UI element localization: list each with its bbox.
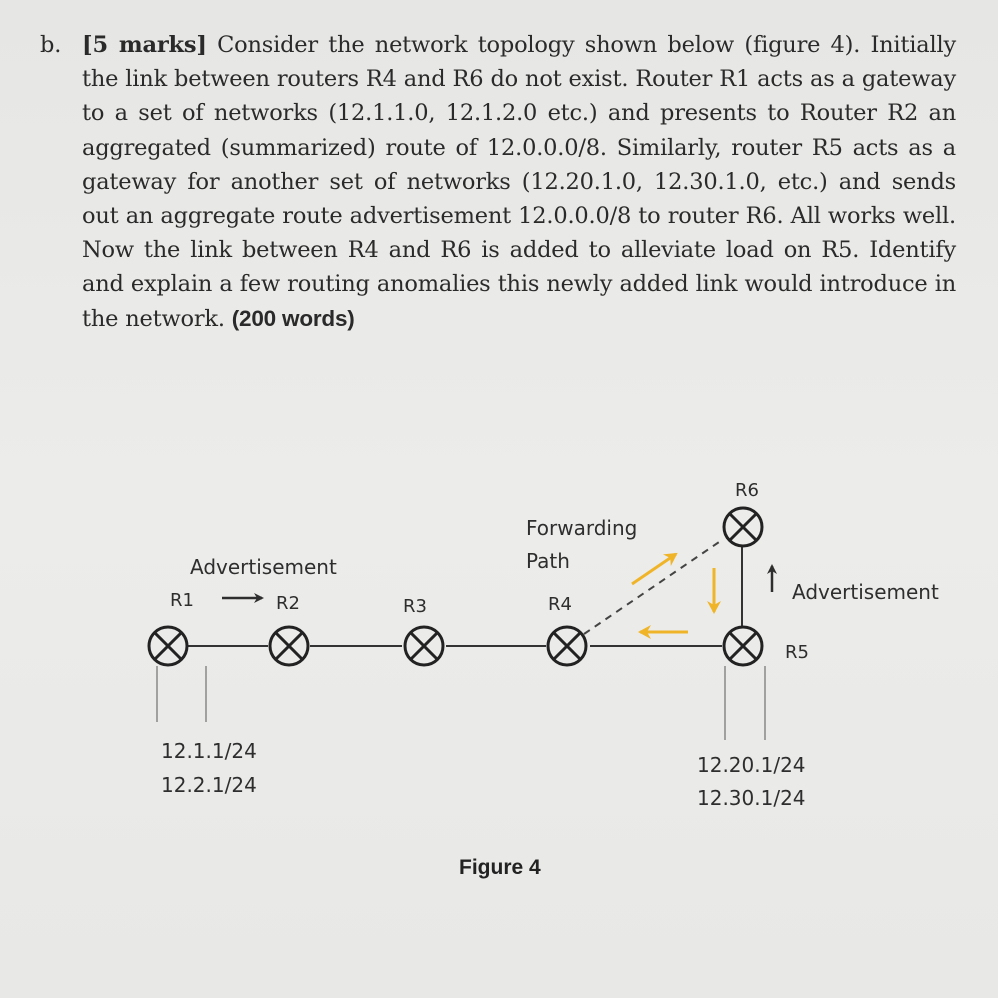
left-advertisement-label: Advertisement [190, 555, 337, 579]
r5-network-1: 12.20.1/24 [697, 753, 806, 777]
figure-caption: Figure 4 [459, 856, 541, 879]
question-marks: [5 marks] [82, 32, 207, 59]
question-text: Consider the network topology shown below (figure 4). Initially the link between routers R4 and R6 do not exist. Router R1 acts as a gateway to a set of networks (12.1.1.0, 12.1.2.0 etc.) and presents to Router R2 an aggregated (summarized) route of 12.0.0.0/8. Similarly, router R5 acts as a gateway for another set of networks (12.20.1.0, 12.30.1.0, etc.) and sends out an aggregate route advertisement 12.0.0.0/8 to router R6. All works well. Now the link between R4 and R6 is added to alleviate load on R5. Identify and explain a few routing anomalies this newly added link would introduce in the network. [82, 32, 956, 332]
router-r5-icon [724, 627, 762, 665]
forwarding-label-line2: Path [526, 549, 570, 573]
r1-network-2: 12.2.1/24 [161, 773, 257, 797]
router-r2-icon [270, 627, 308, 665]
r1-label: R1 [170, 590, 194, 611]
right-advertisement-label: Advertisement [792, 580, 939, 604]
question-label: b. [40, 32, 62, 58]
r3-label: R3 [403, 596, 427, 617]
r5-label: R5 [785, 642, 809, 663]
r2-label: R2 [276, 593, 300, 614]
r4-label: R4 [548, 594, 572, 615]
router-r1-icon [149, 627, 187, 665]
r1-network-1: 12.1.1/24 [161, 739, 257, 763]
question-word-limit: (200 words) [231, 305, 355, 331]
forwarding-arrow-up-icon [632, 554, 676, 584]
router-r6-icon [724, 508, 762, 546]
router-r3-icon [405, 627, 443, 665]
r5-network-2: 12.30.1/24 [697, 786, 806, 810]
forwarding-label-line1: Forwarding [526, 516, 638, 540]
r6-label: R6 [735, 480, 759, 501]
link-r4-r6-new-dashed [584, 540, 722, 634]
router-r4-icon [548, 627, 586, 665]
